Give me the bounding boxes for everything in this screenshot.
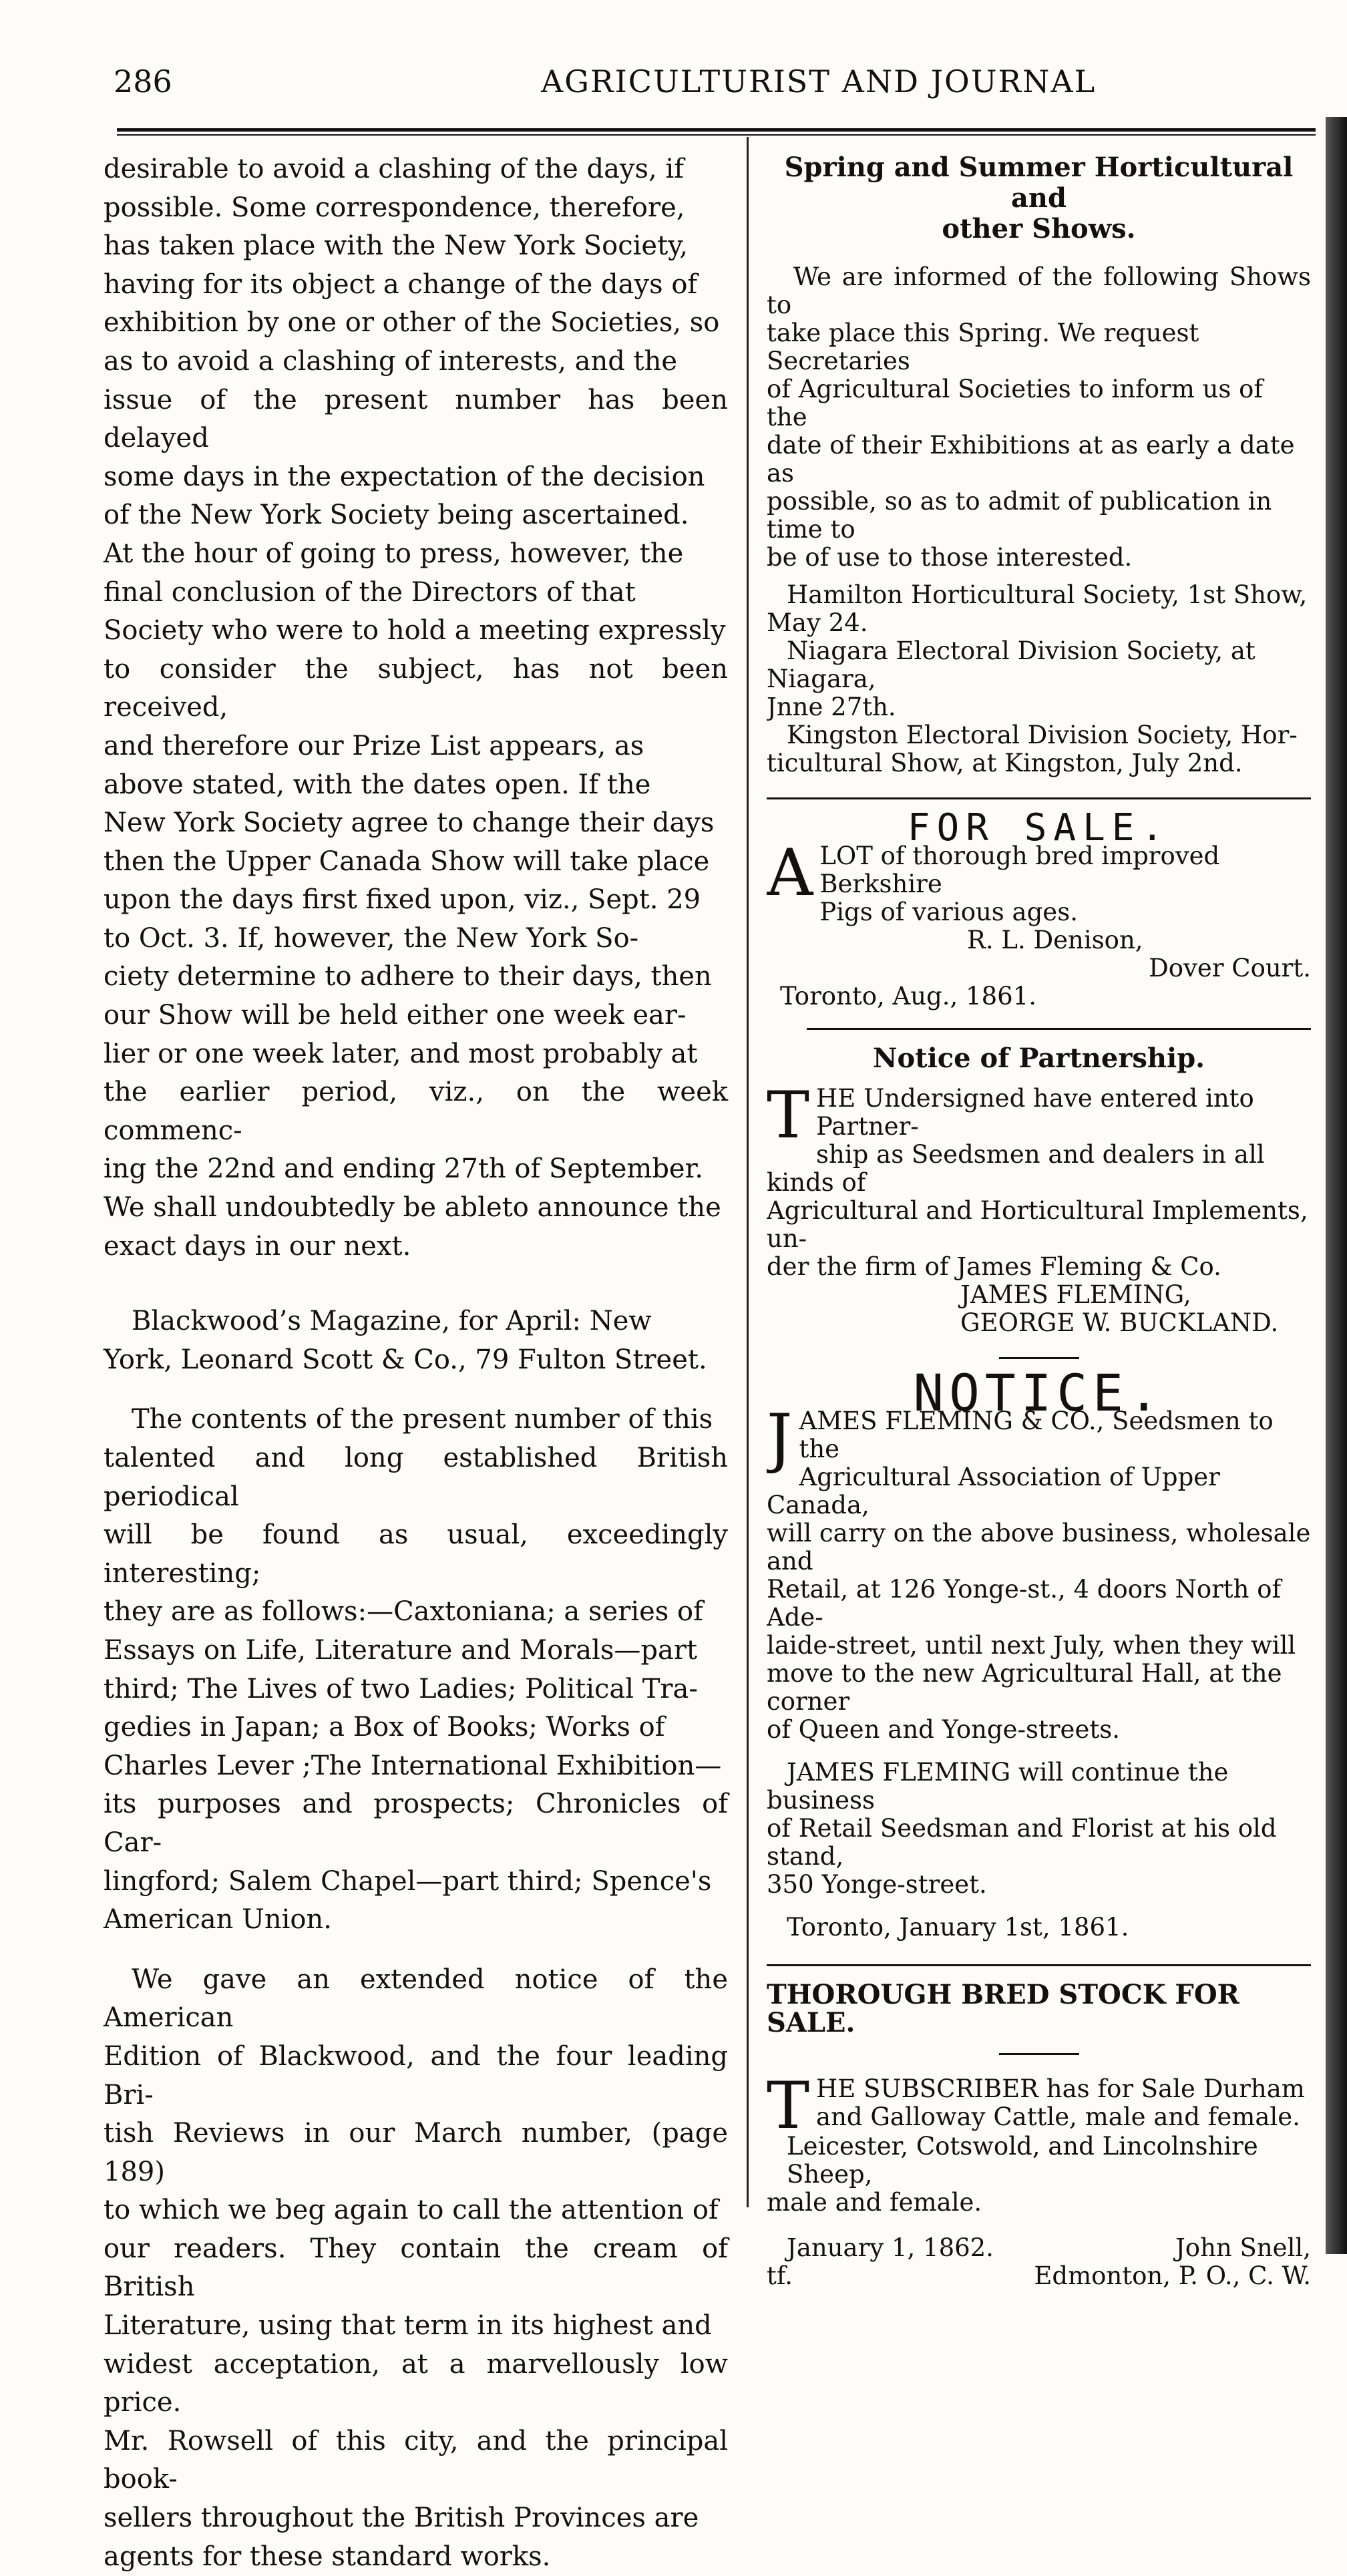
partner-signature: JAMES FLEMING,	[960, 1280, 1191, 1309]
show-listing: Hamilton Horticultural Society, 1st Show,	[787, 580, 1308, 609]
text-line: lingford; Salem Chapel—part third; Spence's	[104, 1865, 712, 1897]
text-line: Leicester, Cotswold, and Lincolnshire Sheep,	[787, 2132, 1258, 2189]
text-line: our readers. They contain the cream of British	[104, 2233, 728, 2303]
text-line: be of use to those interested.	[767, 543, 1133, 572]
left-column	[104, 150, 728, 2576]
drop-cap: A	[767, 836, 813, 910]
shows-title-line: other Shows.	[942, 213, 1136, 244]
for-sale-body	[767, 836, 1311, 926]
text-line: Agricultural Association of Upper Canada,	[767, 1463, 1220, 1519]
header-rule	[117, 128, 1316, 132]
american-edition-paragraph	[104, 1961, 728, 2576]
text-line: some days in the expectation of the decision	[104, 461, 705, 492]
dateline: Toronto, January 1st, 1861.	[787, 1913, 1129, 1942]
text-line: widest acceptation, at a marvellously low price.	[104, 2348, 728, 2418]
text-line: talented and long established British periodical	[104, 1443, 728, 1512]
text-line: exact days in our next.	[104, 1230, 411, 1262]
text-line: AMES FLEMING & CO., Seedsmen to the	[799, 1407, 1274, 1463]
text-line: of Retail Seedsman and Florist at his old stand,	[767, 1814, 1277, 1871]
show-listing: Niagara Electoral Division Society, at Niagara,	[767, 636, 1256, 693]
text-line: gedies in Japan; a Box of Books; Works of	[104, 1712, 665, 1743]
text-line: the earlier period, viz., on the week commenc-	[104, 1077, 728, 1146]
text-line: The contents of the present number of this	[132, 1404, 713, 1435]
text-line: JAMES FLEMING will continue the business	[767, 1758, 1229, 1815]
stock-body	[767, 2068, 1311, 2143]
stock-ad	[767, 1981, 1311, 2290]
text-line: exhibition by one or other of the Societies, so	[104, 307, 720, 339]
drop-cap: J	[767, 1401, 793, 1475]
text-line: and Galloway Cattle, male and female.	[816, 2102, 1300, 2131]
text-line: Retail, at 126 Yonge-st., 4 doors North of Ade-	[767, 1575, 1282, 1632]
text-line: 350 Yonge-street.	[767, 1870, 987, 1899]
header-rule-thin	[117, 134, 1316, 136]
text-line: then the Upper Canada Show will take place	[104, 846, 710, 877]
blackwood-contents-paragraph	[104, 1401, 728, 1939]
blackwood-heading	[104, 1302, 728, 1379]
stock-heading: THOROUGH BRED STOCK FOR SALE.	[767, 1979, 1239, 2038]
page-number: 286	[114, 63, 172, 100]
spacer	[104, 1940, 728, 1961]
text-line: to which we beg again to call the attention of	[104, 2195, 719, 2226]
text-line: der the firm of James Fleming & Co.	[767, 1252, 1221, 1281]
running-title: AGRICULTURIST AND JOURNAL	[541, 63, 1097, 100]
section-rule	[807, 1028, 1311, 1030]
drop-cap: T	[767, 2068, 810, 2143]
text-line: We shall undoubtedly be ableto announce the	[104, 1192, 721, 1224]
text-line: its purposes and prospects; Chronicles of Car-	[104, 1789, 728, 1858]
text-line: they are as follows:—Caxtoniana; a series of	[104, 1596, 703, 1628]
text-line: final conclusion of the Directors of that	[104, 576, 636, 608]
text-line: desirable to avoid a clashing of the days, if	[104, 154, 685, 184]
text-line: to Oct. 3. If, however, the New York So-	[104, 922, 639, 954]
signer-name: R. L. Denison,	[967, 926, 1143, 954]
text-line: Literature, using that term in its highest and	[104, 2310, 712, 2342]
column-divider	[747, 137, 749, 2207]
text-line: third; The Lives of two Ladies; Political Tra-	[104, 1673, 698, 1704]
stock-tf: tf.	[767, 2261, 793, 2290]
section-rule	[767, 797, 1311, 799]
text-line: tish Reviews in our March number, (page 189)	[104, 2118, 728, 2187]
text-line: will carry on the above business, wholesale and	[767, 1519, 1311, 1576]
page-edge-shadow	[1326, 117, 1347, 2254]
text-line: Society who were to hold a meeting expressly	[104, 615, 726, 647]
text-line: as to avoid a clashing of interests, and the	[104, 345, 678, 377]
signer-place: Dover Court.	[1149, 954, 1311, 982]
shows-notice	[767, 152, 1311, 777]
text-line: New York Society agree to change their days	[104, 807, 715, 839]
text-line: to consider the subject, has not been received,	[104, 653, 728, 723]
short-rule	[999, 2053, 1079, 2055]
text-line: our Show will be held either one week ear-	[104, 1000, 687, 1031]
text-line: laide-street, until next July, when they will	[767, 1631, 1296, 1660]
blackwood-publisher-line: York, Leonard Scott & Co., 79 Fulton Street.	[104, 1344, 707, 1375]
text-line: male and female.	[767, 2188, 982, 2217]
shows-title-line: Spring and Summer Horticultural and	[784, 152, 1294, 214]
stock-date: January 1, 1862.	[787, 2233, 994, 2262]
text-line: LOT of thorough bred improved Berkshire	[819, 842, 1220, 898]
text-line: agents for these standard works.	[104, 2541, 551, 2572]
text-line: HE Undersigned have entered into Partner-	[816, 1084, 1254, 1141]
stock-place-row	[767, 2262, 1311, 2290]
notice-heading: NOTICE.	[913, 1363, 1165, 1423]
short-rule	[999, 1357, 1079, 1359]
page-header	[114, 63, 1316, 117]
show-listing-cont: ticultural Show, at Kingston, July 2nd.	[767, 749, 1243, 777]
text-line: has taken place with the New York Society,	[104, 230, 689, 262]
stock-signature-row	[767, 2234, 1311, 2262]
dateline: Toronto, Aug., 1861.	[780, 982, 1036, 1010]
text-line: of Agricultural Societies to inform us of the	[767, 375, 1264, 431]
text-line: date of their Exhibitions at as early a date as	[767, 431, 1295, 488]
text-line: having for its object a change of the days of	[104, 268, 698, 300]
stock-place: Edmonton, P. O., C. W.	[1034, 2261, 1311, 2290]
text-line: sellers throughout the British Provinces are	[104, 2503, 699, 2534]
text-line: HE SUBSCRIBER has for Sale Durham	[816, 2074, 1305, 2103]
text-line: Edition of Blackwood, and the four leading Bri-	[104, 2040, 728, 2110]
fleming-notice	[767, 1363, 1311, 1942]
text-line: Charles Lever ;The International Exhibition—	[104, 1750, 722, 1781]
show-dates-paragraph	[104, 150, 728, 1266]
text-line: upon the days first fixed upon, viz., Sept. 29	[104, 884, 701, 916]
text-line: We are informed of the following Shows to	[767, 262, 1311, 319]
show-listing-cont: Jnne 27th.	[767, 693, 896, 721]
stock-signer: John Snell,	[1175, 2233, 1311, 2262]
partnership-body	[767, 1078, 1311, 1197]
for-sale-ad	[767, 806, 1311, 1010]
right-column	[767, 152, 1311, 2290]
text-line: issue of the present number has been delayed	[104, 384, 728, 454]
text-line: At the hour of going to press, however, the	[104, 538, 684, 569]
text-line: Pigs of various ages.	[819, 898, 1078, 926]
spacer	[104, 1379, 728, 1401]
partnership-notice	[767, 1045, 1311, 1337]
text-line: ship as Seedsmen and dealers in all kinds of	[767, 1140, 1265, 1197]
spacer	[104, 1266, 728, 1302]
text-line: ciety determine to adhere to their days, then	[104, 961, 712, 992]
text-line: take place this Spring. We request Secretaries	[767, 319, 1199, 375]
show-listing: Kingston Electoral Division Society, Hor-	[787, 721, 1298, 749]
show-listing-cont: May 24.	[767, 608, 868, 637]
text-line: lier or one week later, and most probably at	[104, 1038, 698, 1069]
text-line: possible, so as to admit of publication in time to	[767, 487, 1272, 544]
text-line: of Queen and Yonge-streets.	[767, 1715, 1120, 1744]
text-line: above stated, with the dates open. If the	[104, 769, 651, 800]
text-line: American Union.	[104, 1904, 332, 1936]
for-sale-heading: FOR SALE.	[907, 806, 1171, 850]
section-rule	[767, 1964, 1311, 1966]
text-line: We gave an extended notice of the American	[104, 1964, 728, 2034]
text-line: ing the 22nd and ending 27th of September.	[104, 1153, 704, 1185]
notice-body	[767, 1401, 1311, 1519]
text-line: Mr. Rowsell of this city, and the principal book-	[104, 2425, 728, 2495]
partner-signature: GEORGE W. BUCKLAND.	[960, 1308, 1279, 1337]
text-line: Essays on Life, Literature and Morals—part	[104, 1634, 698, 1666]
drop-cap: T	[767, 1078, 810, 1153]
blackwood-title-line: Blackwood’s Magazine, for April: New	[132, 1306, 652, 1337]
text-line: of the New York Society being ascertained.	[104, 500, 689, 531]
text-line: will be found as usual, exceedingly interesting;	[104, 1519, 728, 1589]
partnership-heading: Notice of Partnership.	[872, 1043, 1205, 1074]
text-line: move to the new Agricultural Hall, at the corner	[767, 1659, 1282, 1716]
text-line: Agricultural and Horticultural Implements, un-	[767, 1196, 1308, 1253]
text-line: possible. Some correspondence, therefore,	[104, 192, 685, 223]
text-line: and therefore our Prize List appears, as	[104, 730, 644, 761]
